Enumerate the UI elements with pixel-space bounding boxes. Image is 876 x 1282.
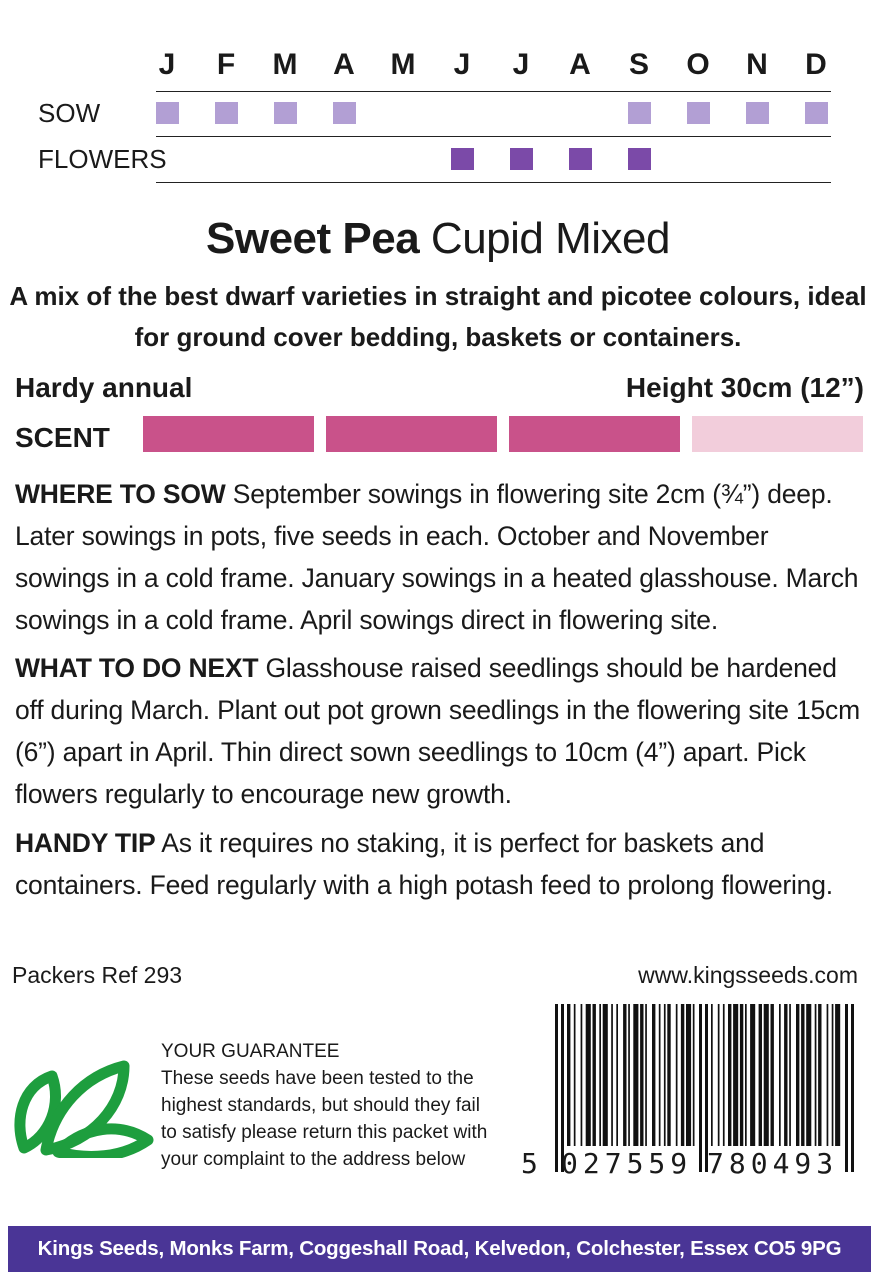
barcode-first-digit: 5	[521, 1147, 538, 1180]
month-label: J	[512, 48, 530, 81]
leaf-logo-icon	[12, 1058, 154, 1158]
scent-bar-filled	[326, 416, 497, 452]
product-variety: Cupid Mixed	[419, 214, 670, 263]
barcode-bar	[645, 1004, 647, 1146]
guarantee-line: your complaint to the address below	[161, 1149, 466, 1170]
month-label: J	[158, 48, 176, 81]
section-text: Glasshouse raised seedlings should be hardened off during March. Plant out pot grown seedlings in the flowering site 15cm (6”) apart in April. Thin direct sown seedlings to 10cm (4”) apart. Pick flowers regularly to encourage new growth.	[15, 653, 860, 809]
where-to-sow-section	[15, 473, 867, 641]
barcode-group-left: 027559	[561, 1147, 693, 1180]
barcode-bar	[599, 1004, 601, 1146]
sow-marker	[746, 102, 769, 124]
barcode-bar	[574, 1004, 576, 1146]
month-label: O	[686, 48, 710, 81]
barcode-bar	[664, 1004, 666, 1146]
sow-marker	[333, 102, 356, 124]
month-label: J	[453, 48, 471, 81]
barcode-group-right: 780493	[707, 1147, 839, 1180]
barcode-bar	[723, 1004, 725, 1146]
month-label: M	[272, 48, 298, 81]
what-to-do-next-section	[15, 647, 867, 815]
scent-bar-empty	[692, 416, 863, 452]
barcode-bar	[586, 1004, 591, 1146]
barcode-bar	[764, 1004, 769, 1146]
barcode-digits	[521, 1147, 861, 1179]
barcode-bar	[567, 1004, 570, 1146]
flower-marker	[628, 148, 651, 170]
scent-bar-filled	[143, 416, 314, 452]
height-label: Height 30cm (12”)	[625, 372, 864, 403]
handy-tip-section	[15, 822, 867, 906]
barcode-bar	[827, 1004, 829, 1146]
barcode-bar	[733, 1004, 738, 1146]
flowers-row-label: FLOWERS	[38, 144, 167, 174]
section-heading: HANDY TIP	[15, 828, 156, 858]
barcode-bar	[728, 1004, 731, 1146]
scent-bar-filled	[509, 416, 680, 452]
barcode-bar	[616, 1004, 618, 1146]
sow-marker	[805, 102, 828, 124]
sowing-calendar	[0, 0, 876, 190]
barcode-bar	[745, 1004, 747, 1146]
month-label: M	[390, 48, 416, 81]
calendar-divider	[156, 182, 831, 183]
description-text: A mix of the best dwarf varieties in straight and picotee colours, ideal for ground cover bedding, baskets or containers.	[9, 281, 867, 352]
address-text: Kings Seeds, Monks Farm, Coggeshall Road, Kelvedon, Colchester, Essex CO5 9PG	[37, 1237, 842, 1260]
calendar-divider	[156, 91, 831, 92]
sow-row-label: SOW	[38, 98, 101, 128]
month-label: S	[628, 48, 649, 81]
month-label: A	[569, 48, 591, 81]
packers-ref: Packers Ref 293	[12, 962, 183, 988]
sow-marker	[156, 102, 179, 124]
sow-marker	[274, 102, 297, 124]
barcode-bar	[633, 1004, 638, 1146]
barcode-bar	[832, 1004, 834, 1146]
scent-meter	[143, 416, 863, 452]
barcode-bar	[681, 1004, 684, 1146]
barcode-bar	[740, 1004, 743, 1146]
month-label: D	[805, 48, 827, 81]
guarantee-line: highest standards, but should they fail	[161, 1095, 480, 1116]
barcode-bar	[796, 1004, 799, 1146]
flower-marker	[569, 148, 592, 170]
section-text: As it requires no staking, it is perfect for baskets and containers. Feed regularly with a high potash feed to prolong flowering.	[15, 828, 833, 900]
flower-marker	[451, 148, 474, 170]
barcode-bar	[659, 1004, 661, 1146]
address-bar	[8, 1226, 871, 1272]
section-text: September sowings in flowering site 2cm (¾”) deep. Later sowings in pots, five seeds in each. October and November sowings in a cold frame. January sowings in a heated glasshouse. March sowings in a cold frame. April sowings direct in flowering site.	[15, 479, 859, 635]
barcode-bar	[711, 1004, 713, 1146]
month-label: A	[333, 48, 355, 81]
barcode-bar	[801, 1004, 804, 1146]
barcode-bar	[686, 1004, 691, 1146]
barcode-bar	[771, 1004, 774, 1146]
section-heading: WHERE TO SOW	[15, 479, 226, 509]
guarantee-line: to satisfy please return this packet with	[161, 1122, 488, 1143]
barcode-bar	[779, 1004, 781, 1146]
barcode-bar	[718, 1004, 720, 1146]
guarantee-title: YOUR GUARANTEE	[161, 1041, 340, 1062]
barcode-bar	[667, 1004, 670, 1146]
barcode-bar	[603, 1004, 608, 1146]
calendar-divider	[156, 136, 831, 137]
barcode-bar	[581, 1004, 583, 1146]
barcode-bar	[676, 1004, 678, 1146]
barcode-bar	[611, 1004, 613, 1146]
month-label: F	[216, 48, 236, 81]
hardiness-label: Hardy annual	[15, 372, 193, 403]
product-title	[0, 214, 876, 264]
sow-marker	[628, 102, 651, 124]
barcode-bar	[623, 1004, 626, 1146]
sow-marker	[687, 102, 710, 124]
website-link[interactable]: www.kingsseeds.com	[638, 962, 858, 988]
barcode-bar	[652, 1004, 655, 1146]
flower-marker	[510, 148, 533, 170]
barcode-bar	[628, 1004, 630, 1146]
barcode-bar	[759, 1004, 762, 1146]
product-description	[0, 276, 876, 358]
barcode-bar	[806, 1004, 811, 1146]
section-heading: WHAT TO DO NEXT	[15, 653, 259, 683]
barcode-bar	[818, 1004, 821, 1146]
barcode-bar	[784, 1004, 787, 1146]
guarantee-line: These seeds have been tested to the	[161, 1068, 474, 1089]
barcode-bar	[693, 1004, 695, 1146]
barcode-bar	[835, 1004, 840, 1146]
sow-marker	[215, 102, 238, 124]
guarantee-block	[161, 1038, 531, 1173]
month-label: N	[746, 48, 768, 81]
barcode-bar	[815, 1004, 817, 1146]
product-name: Sweet Pea	[206, 214, 420, 263]
barcode-bar	[750, 1004, 755, 1146]
barcode-bar	[640, 1004, 643, 1146]
barcode-bar	[593, 1004, 596, 1146]
scent-label: SCENT	[15, 422, 110, 453]
barcode-bar	[789, 1004, 791, 1146]
